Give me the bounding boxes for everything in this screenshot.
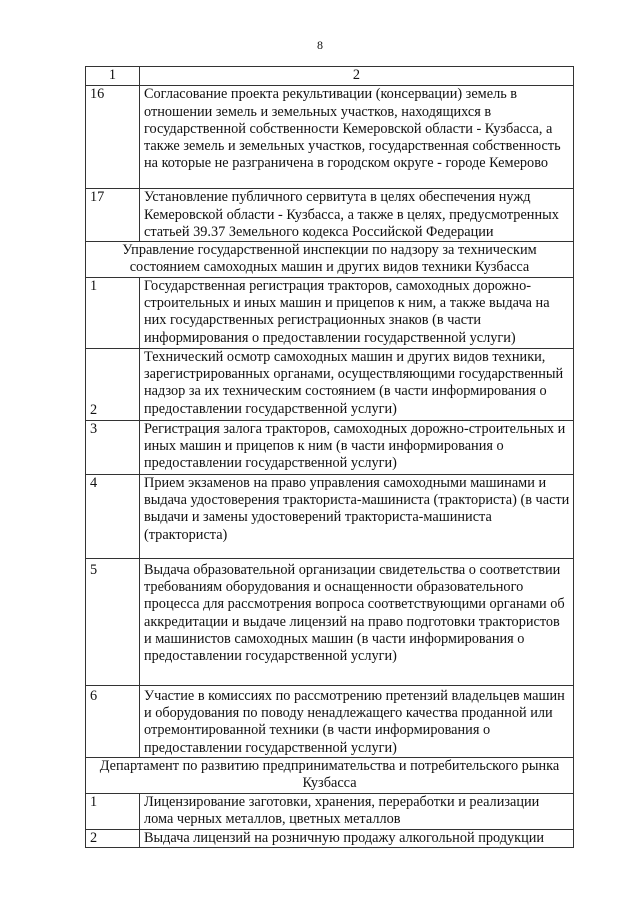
row-text: Регистрация залога тракторов, самоходных дорожно-строительных и иных машин и прицепов к ним (в части информирования о предоставлении государственной услуги): [140, 420, 574, 474]
row-number: 1: [86, 277, 140, 348]
row-text: Государственная регистрация тракторов, самоходных дорожно-строительных и иных машин и прицепов к ним, а также выдача на них государственных регистрационных знаков (в части информирования о предоставлении государственной услуги): [140, 277, 574, 348]
table-row: [86, 86, 574, 189]
row-text: Выдача образовательной организации свидетельства о соответствии требованиям оборудования и оснащенности образовательного процесса для рассмотрения вопроса соответствующими органами об аккредитации и выдаче лицензий на право подготовки трактористов и машинистов самоходных машин (в части информирования о предоставлении государственной услуги): [140, 558, 574, 685]
table-row: [86, 829, 574, 847]
row-number: 2: [86, 829, 140, 847]
section-header-row: [86, 242, 574, 278]
table-row: [86, 420, 574, 474]
row-text: Прием экзаменов на право управления самоходными машинами и выдача удостоверения тракториста-машиниста (тракториста) (в части выдачи и замены удостоверений тракториста-машиниста (тракториста): [140, 474, 574, 558]
table-row: [86, 474, 574, 558]
table-row: [86, 277, 574, 348]
row-number: 1: [86, 793, 140, 829]
table-row: [86, 793, 574, 829]
row-number: 5: [86, 558, 140, 685]
row-text: Лицензирование заготовки, хранения, переработки и реализации лома черных металлов, цветных металлов: [140, 793, 574, 829]
services-table: [85, 66, 574, 848]
row-text: Участие в комиссиях по рассмотрению претензий владельцев машин и оборудования по поводу ненадлежащего качества проданной или отремонтированной техники (в части информирования о предоставлении государственной услуги): [140, 685, 574, 757]
row-text: Выдача лицензий на розничную продажу алкогольной продукции: [140, 829, 574, 847]
row-number: 16: [86, 86, 140, 189]
table-row: [86, 558, 574, 685]
row-number: 4: [86, 474, 140, 558]
row-number: 3: [86, 420, 140, 474]
row-number: 2: [86, 348, 140, 420]
row-text: Согласование проекта рекультивации (консервации) земель в отношении земель и земельных участков, находящихся в государственной собственности Кемеровской области - Кузбасса, а также земель и земельных участков, государственная собственность на которые не разграничена в городском округе - городе Кемерово: [140, 86, 574, 189]
page-number: 8: [317, 38, 323, 52]
header-col-2: 2: [140, 67, 574, 86]
row-number: 17: [86, 189, 140, 242]
section-title: Управление государственной инспекции по надзору за техническим состоянием самоходных машин и других видов техники Кузбасса: [86, 242, 574, 278]
row-text: Установление публичного сервитута в целях обеспечения нужд Кемеровской области - Кузбасса, а также в целях, предусмотренных статьей 39.37 Земельного кодекса Российской Федерации: [140, 189, 574, 242]
table-row: [86, 189, 574, 242]
table-header-row: [86, 67, 574, 86]
table-row: [86, 685, 574, 757]
table-row: [86, 348, 574, 420]
row-text: Технический осмотр самоходных машин и других видов техники, зарегистрированных органами, осуществляющими государственный надзор за их техническим состоянием (в части информирования о предоставлении государственной услуги): [140, 348, 574, 420]
section-title: Департамент по развитию предпринимательства и потребительского рынка Кузбасса: [86, 757, 574, 793]
row-number: 6: [86, 685, 140, 757]
header-col-1: 1: [86, 67, 140, 86]
section-header-row: [86, 757, 574, 793]
